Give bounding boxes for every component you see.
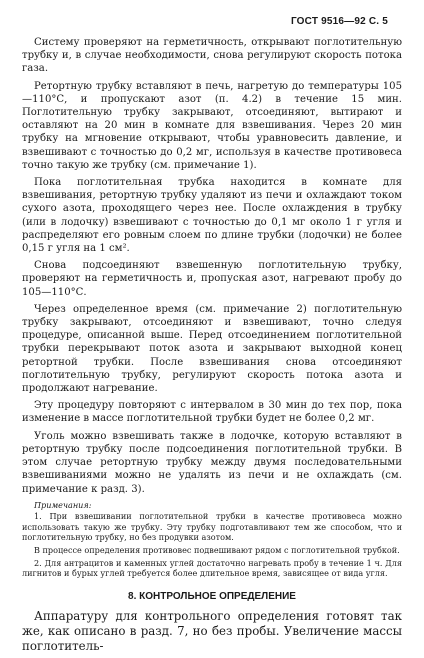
paragraph: Ретортную трубку вставляют в печь, нагретую до температуры 105—110°С, и пропускают азот (п. 4.2) в течение 15 мин. Поглотительную трубку закрывают, отсоединяют, вытирают и оставляют на 20 мин в комнате для взвешивания. Через 20 мин трубку на мгновение открывают, чтобы уравновесить давление, и взвешивают с точностью до 0,2 мг, используя в качестве противовеса точно такую же трубку (см. примечание 1). [22,80,402,171]
paragraph: Систему проверяют на герметичность, открывают поглотительную трубку и, в случае необходимости, снова регулируют скорость потока газа. [22,37,402,75]
section-title: 8. КОНТРОЛЬНОЕ ОПРЕДЕЛЕНИЕ [128,590,296,602]
notes-block [22,500,402,579]
paragraph: Эту процедуру повторяют с интервалом в 30 мин до тех пор, пока изменение в массе поглотительной трубки будет не более 0,2 мг. [22,400,402,425]
notes-title: Примечания: [34,499,92,510]
note-item: В процессе определения противовес подвешивают рядом с поглотительной трубкой. [34,545,400,556]
paragraph: Через определенное время (см. примечание 2) поглотительную трубку закрывают, отсоединяют и взвешивают, точно следуя процедуре, описанной выше. Перед отсоединением поглотительной трубки перекрывают поток азота и закрывают выходной конец ретортной трубки. После взвешивания снова отсоединяют поглотительную трубку, регулируют скорость потока азота и продолжают нагревание. [22,303,402,395]
page-header: ГОСТ 9516—92 С. 5 [290,16,388,27]
note-item: 2. Для антрацитов и каменных углей достаточно нагревать пробу в течение 1 ч. Для лигнитов и бурых углей требуется более длительное время, зависящее от вида угля. [22,557,402,579]
paragraph: Уголь можно взвешивать также в лодочке, которую вставляют в ретортную трубку после подсоединения поглотительной трубки. В этом случае ретортную трубку между двумя последовательными взвешиваниями можно не удалять из печи и не охлаждать (см. примечание к разд. 3). [22,430,402,495]
note-item: 1. При взвешивании поглотительной трубки в качестве противовеса можно использовать такую же трубку. Эту трубку подготавливают тем же способом, что и поглотительную трубку, но без продувки азотом. [22,511,402,543]
final-paragraph: Аппаратуру для контрольного определения готовят так же, как описано в разд. 7, но без пробы. Увеличение массы поглотитель- [22,609,402,654]
page-body [22,36,402,658]
paragraph: Пока поглотительная трубка находится в комнате для взвешивания, ретортную трубку удаляют из печи и охлаждают током сухого азота, проходящего через нее. После охлаждения в трубку (или в лодочку) взвешивают с точностью до 0,1 мг около 1 г угля и распределяют его ровным слоем по длине трубки (лодочки) не более 0,15 г угля на 1 см². [22,177,402,255]
paragraph: Снова подсоединяют взвешенную поглотительную трубку, проверяют на герметичность и, пропуская азот, нагревают пробу до 105—110°С. [22,260,402,298]
